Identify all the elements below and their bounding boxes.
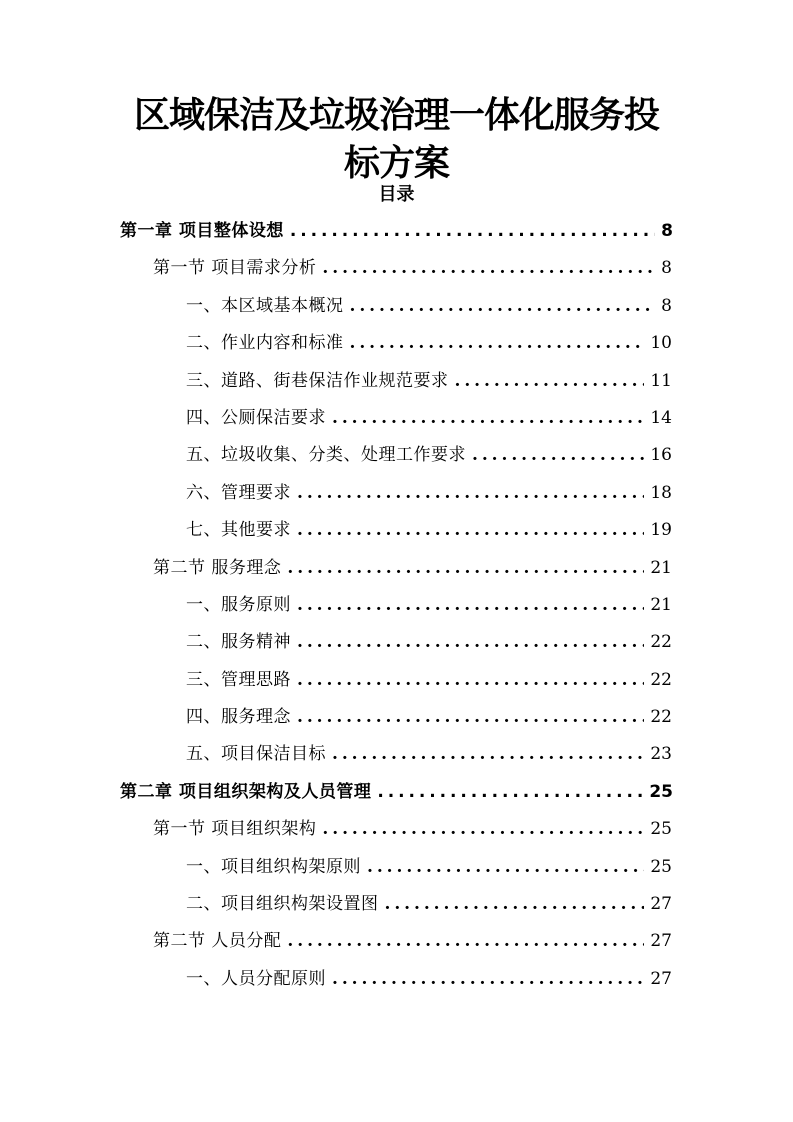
toc-entry-page-number: 21 [650, 557, 672, 578]
toc-entry-title: 二、作业内容和标准 [186, 333, 344, 354]
toc-entry-title: 三、道路、街巷保洁作业规范要求 [186, 370, 449, 391]
toc-dot-leader [287, 550, 644, 587]
toc-entry-title: 五、垃圾收集、分类、处理工作要求 [186, 445, 466, 466]
toc-dot-leader [350, 288, 656, 325]
toc-entry-title: 二、项目组织构架设置图 [186, 894, 379, 915]
toc-section-entry[interactable] [153, 811, 672, 848]
toc-dot-leader [322, 250, 655, 287]
toc-entry-title: 第一节 项目需求分析 [153, 258, 317, 279]
toc-section-entry[interactable] [153, 923, 672, 960]
toc-dot-leader [377, 774, 643, 811]
toc-dot-leader [297, 587, 644, 624]
toc-entry-title: 四、公厕保洁要求 [186, 407, 326, 428]
toc-entry-page-number: 27 [650, 931, 672, 952]
toc-entry-page-number: 21 [650, 594, 672, 615]
toc-entry-page-number: 14 [650, 407, 672, 428]
toc-entry-page-number: 11 [650, 370, 672, 391]
toc-item-entry[interactable] [186, 475, 672, 512]
toc-item-entry[interactable] [186, 587, 672, 624]
toc-item-entry[interactable] [186, 736, 672, 773]
toc-entry-page-number: 25 [650, 856, 672, 877]
toc-dot-leader [455, 363, 645, 400]
toc-dot-leader [332, 961, 644, 998]
toc-entry-title: 七、其他要求 [186, 520, 291, 541]
toc-entry-page-number: 8 [661, 295, 672, 316]
toc-entry-title: 五、项目保洁目标 [186, 744, 326, 765]
toc-entry-title: 第一节 项目组织架构 [153, 819, 317, 840]
toc-dot-leader [332, 400, 644, 437]
toc-entry-title: 第一章 项目整体设想 [120, 221, 284, 241]
toc-entry-page-number: 22 [650, 669, 672, 690]
toc-item-entry[interactable] [186, 662, 672, 699]
toc-dot-leader [297, 475, 644, 512]
toc-dot-leader [290, 213, 655, 250]
toc-entry-title: 四、服务理念 [186, 707, 291, 728]
toc-item-entry[interactable] [186, 363, 672, 400]
document-title-line-2: 标方案 [343, 143, 449, 184]
toc-entry-page-number: 22 [650, 707, 672, 728]
toc-dot-leader [332, 736, 644, 773]
toc-item-entry[interactable] [186, 849, 672, 886]
toc-entry-title: 六、管理要求 [186, 482, 291, 503]
toc-entry-page-number: 10 [650, 333, 672, 354]
toc-item-entry[interactable] [186, 886, 672, 923]
toc-entry-page-number: 23 [650, 744, 672, 765]
toc-dot-leader [472, 437, 644, 474]
table-of-contents [0, 213, 793, 998]
toc-chapter-entry[interactable] [120, 774, 673, 811]
toc-entry-page-number: 8 [661, 258, 672, 279]
toc-entry-page-number: 19 [650, 520, 672, 541]
toc-dot-leader [297, 662, 644, 699]
toc-entry-page-number: 18 [650, 482, 672, 503]
toc-dot-leader [287, 923, 644, 960]
toc-entry-title: 一、服务原则 [186, 594, 291, 615]
toc-section-entry[interactable] [153, 250, 672, 287]
toc-dot-leader [297, 624, 644, 661]
toc-entry-page-number: 22 [650, 632, 672, 653]
toc-dot-leader [297, 699, 644, 736]
toc-dot-leader [297, 512, 644, 549]
toc-entry-title: 三、管理思路 [186, 669, 291, 690]
toc-item-entry[interactable] [186, 288, 672, 325]
toc-entry-title: 第二节 服务理念 [153, 557, 282, 578]
toc-item-entry[interactable] [186, 624, 672, 661]
toc-entry-title: 一、人员分配原则 [186, 968, 326, 989]
toc-entry-title: 二、服务精神 [186, 632, 291, 653]
toc-entry-page-number: 25 [649, 781, 673, 802]
toc-dot-leader [385, 886, 645, 923]
toc-entry-title: 一、项目组织构架原则 [186, 856, 361, 877]
toc-dot-leader [322, 811, 644, 848]
document-title [100, 92, 693, 188]
document-title-line-1: 区域保洁及垃圾治理一体化服务投 [133, 95, 659, 136]
toc-entry-page-number: 27 [650, 894, 672, 915]
toc-dot-leader [350, 325, 645, 362]
toc-dot-leader [367, 849, 644, 886]
toc-item-entry[interactable] [186, 961, 672, 998]
toc-entry-page-number: 25 [650, 819, 672, 840]
toc-item-entry[interactable] [186, 400, 672, 437]
toc-entry-title: 一、本区域基本概况 [186, 295, 344, 316]
toc-entry-page-number: 8 [661, 221, 673, 241]
toc-entry-title: 第二节 人员分配 [153, 931, 282, 952]
toc-heading: 目录 [378, 184, 415, 205]
toc-section-entry[interactable] [153, 550, 672, 587]
toc-item-entry[interactable] [186, 437, 672, 474]
toc-item-entry[interactable] [186, 699, 672, 736]
toc-item-entry[interactable] [186, 325, 672, 362]
toc-chapter-entry[interactable] [120, 213, 673, 250]
toc-entry-page-number: 27 [650, 968, 672, 989]
toc-entry-page-number: 16 [650, 445, 672, 466]
toc-entry-title: 第二章 项目组织架构及人员管理 [120, 781, 372, 802]
toc-item-entry[interactable] [186, 512, 672, 549]
